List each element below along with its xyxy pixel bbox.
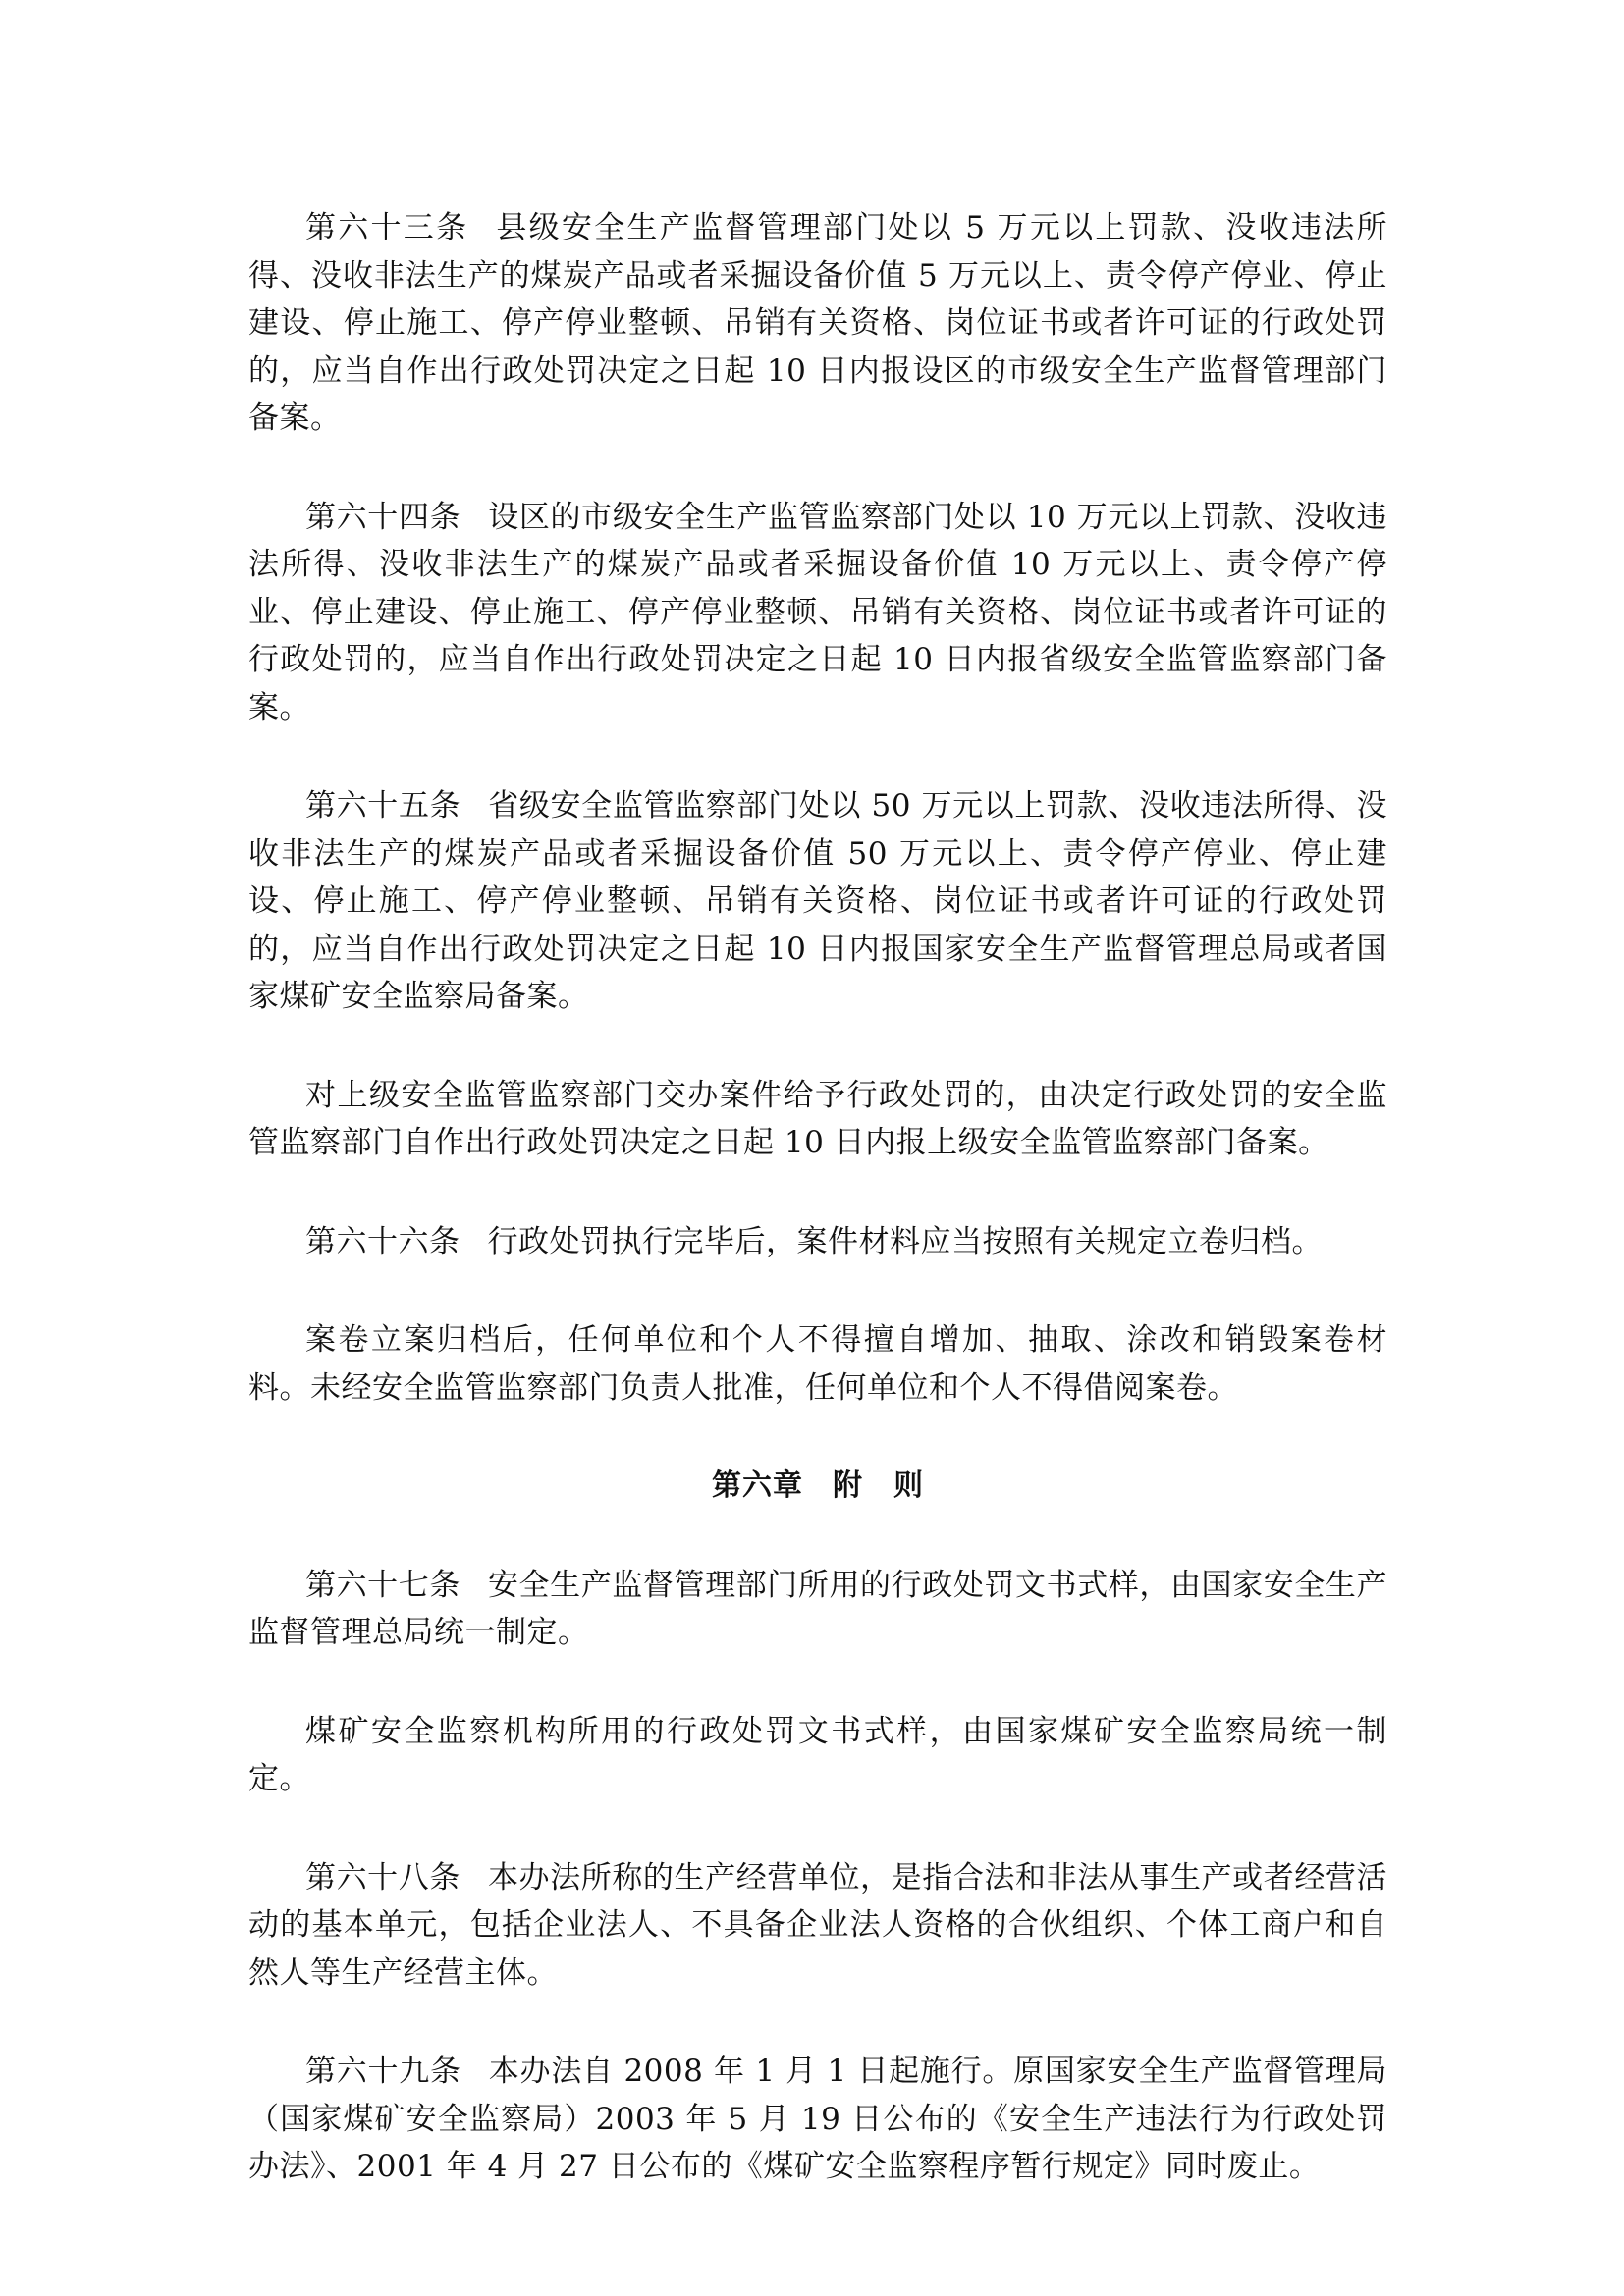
article-number: 第六十六条 (305, 1223, 460, 1259)
article-66-paragraph-2 (248, 1316, 1387, 1412)
paragraph-text: 案卷立案归档后，任何单位和个人不得擅自增加、抽取、涂改和销毁案卷材料。未经安全监管监察部门负责人批准，任何单位和个人不得借阅案卷。 (248, 1322, 1387, 1406)
article-text: 安全生产监督管理部门所用的行政处罚文书式样，由国家安全生产监督管理总局统一制定。 (248, 1567, 1388, 1650)
article-number: 第六十七条 (305, 1567, 460, 1603)
document-page (248, 204, 1387, 2242)
chapter-heading (248, 1463, 1387, 1511)
article-number: 第六十四条 (305, 499, 461, 535)
article-number: 第六十九条 (305, 2054, 461, 2089)
article-text: 本办法所称的生产经营单位，是指合法和非法从事生产或者经营活动的基本单元，包括企业法人、不具备企业法人资格的合伙组织、个体工商户和自然人等生产经营主体。 (248, 1859, 1388, 1991)
article-65 (248, 782, 1387, 1021)
article-63 (248, 204, 1387, 443)
article-69 (248, 2048, 1387, 2191)
article-66 (248, 1218, 1387, 1266)
article-text: 省级安全监管监察部门处以 50 万元以上罚款、没收违法所得、没收非法生产的煤炭产品或者采掘设备价值 50 万元以上、责令停产停业、停止建设、停止施工、停产停业整顿、吊销有关资格、岗位证书或者许可证的行政处罚的，应当自作出行政处罚决定之日起 10 日内报国家安全生产监督管理总局或者国家煤矿安全监察局备案。 (248, 788, 1387, 1014)
paragraph-text: 对上级安全监管监察部门交办案件给予行政处罚的，由决定行政处罚的安全监管监察部门自作出行政处罚决定之日起 10 日内报上级安全监管监察部门备案。 (248, 1077, 1387, 1160)
article-text: 行政处罚执行完毕后，案件材料应当按照有关规定立卷归档。 (487, 1223, 1323, 1259)
article-67 (248, 1562, 1387, 1657)
chapter-title: 附 则 (833, 1468, 924, 1503)
article-text: 县级安全生产监督管理部门处以 5 万元以上罚款、没收违法所得、没收非法生产的煤炭产品或者采掘设备价值 5 万元以上、责令停产停业、停止建设、停止施工、停产停业整顿、吊销有关资格、岗位证书或者许可证的行政处罚的，应当自作出行政处罚决定之日起 10 日内报设区的市级安全生产监督管理部门备案。 (248, 210, 1387, 436)
article-text: 设区的市级安全生产监管监察部门处以 10 万元以上罚款、没收违法所得、没收非法生产的煤炭产品或者采掘设备价值 10 万元以上、责令停产停业、停止建设、停止施工、停产停业整顿、吊销有关资格、岗位证书或者许可证的行政处罚的，应当自作出行政处罚决定之日起 10 日内报省级安全监管监察部门备案。 (248, 499, 1387, 725)
article-68 (248, 1854, 1387, 1998)
paragraph-text: 煤矿安全监察机构所用的行政处罚文书式样，由国家煤矿安全监察局统一制定。 (248, 1713, 1387, 1796)
article-64 (248, 494, 1387, 732)
article-text: 本办法自 2008 年 1 月 1 日起施行。原国家安全生产监督管理局（国家煤矿安全监察局）2003 年 5 月 19 日公布的《安全生产违法行为行政处罚办法》、2001 年 4 月 27 日公布的《煤矿安全监察程序暂行规定》同时废止。 (248, 2054, 1387, 2184)
article-67-paragraph-2 (248, 1708, 1387, 1803)
chapter-number: 第六章 (712, 1468, 803, 1503)
article-number: 第六十八条 (305, 1859, 460, 1896)
article-65-paragraph-2 (248, 1072, 1387, 1167)
article-number: 第六十三条 (305, 210, 469, 245)
article-number: 第六十五条 (305, 788, 461, 824)
